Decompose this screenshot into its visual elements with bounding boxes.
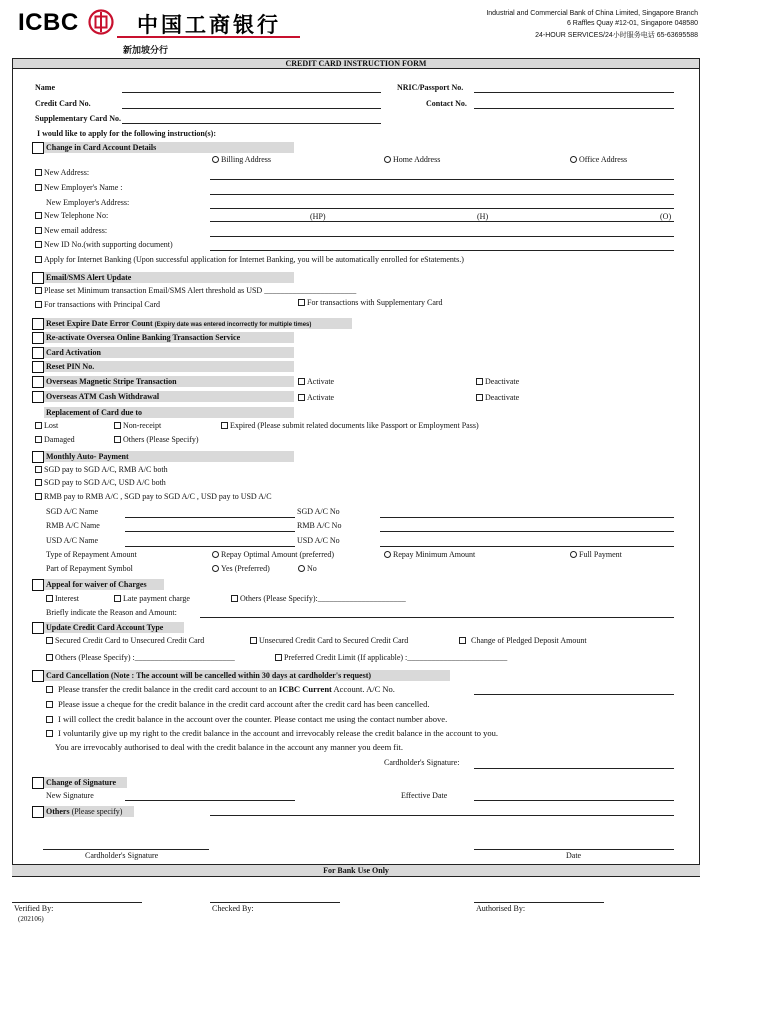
contact-input[interactable] <box>474 108 674 109</box>
replacement-others-checkbox[interactable] <box>114 436 121 443</box>
atm-deactivate-checkbox[interactable] <box>476 394 483 401</box>
type-others-option[interactable]: Others (Please Specify) :_________________________ <box>46 653 235 662</box>
rmb-name-input[interactable] <box>125 531 295 532</box>
activation-title: Card Activation <box>44 347 294 358</box>
email-option[interactable]: New email address: <box>35 226 107 235</box>
cancel-opt1-checkbox[interactable] <box>46 686 53 693</box>
cancel-opt4-continued: You are irrevocably authorised to deal with the credit balance in the account any manner you deem fit. <box>55 742 403 752</box>
late-charge-checkbox[interactable] <box>114 595 121 602</box>
expire-checkbox[interactable] <box>32 318 44 330</box>
yes-option[interactable]: Yes (Preferred) <box>212 564 270 573</box>
preferred-limit-checkbox[interactable] <box>275 654 282 661</box>
supplementary-checkbox[interactable] <box>298 299 305 306</box>
preferred-limit-option[interactable]: Preferred Credit Limit (If applicable) :_________________________ <box>275 653 507 662</box>
reset-pin-title: Reset PIN No. <box>44 361 294 372</box>
employer-name-option[interactable]: New Employer's Name : <box>35 183 123 192</box>
new-signature-input[interactable] <box>125 800 295 801</box>
card-no-input[interactable] <box>122 108 381 109</box>
minimum-radio[interactable] <box>384 551 391 558</box>
s8-checkbox[interactable] <box>32 670 44 682</box>
checked-label: Checked By: <box>212 904 254 913</box>
employer-name-input[interactable] <box>210 194 674 195</box>
usd-name-label: USD A/C Name <box>46 536 98 545</box>
cardholder-signature-label: Cardholder's Signature <box>85 851 159 860</box>
magnetic-deactivate-checkbox[interactable] <box>476 378 483 385</box>
authorised-line[interactable] <box>474 902 604 903</box>
bank-use-bar <box>12 864 700 877</box>
sgd-name-label: SGD A/C Name <box>46 507 98 516</box>
icbc-emblem-icon <box>88 9 114 35</box>
reason-input[interactable] <box>200 617 674 618</box>
lost-option[interactable]: Lost <box>35 421 58 430</box>
home-option[interactable]: Home Address <box>384 155 440 164</box>
s7-checkbox[interactable] <box>32 622 44 634</box>
full-option[interactable]: Full Payment <box>570 550 622 559</box>
s6-title: Appeal for waiver of Charges <box>44 579 164 590</box>
s1-title: Change in Card Account Details <box>44 142 294 153</box>
others-title: Others (Please specify) <box>44 806 134 817</box>
non-receipt-option[interactable]: Non-receipt <box>114 421 161 430</box>
reactivate-title: Re-activate Oversea Online Banking Transaction Service <box>44 332 294 343</box>
expire-title: Reset Expire Date Error Count (Expiry date was entered incorrectly for multiple times) <box>44 318 352 329</box>
sgd-no-input[interactable] <box>380 517 674 518</box>
id-no-input[interactable] <box>210 250 674 251</box>
magnetic-title: Overseas Magnetic Stripe Transaction <box>44 376 294 387</box>
magnetic-activate-option[interactable]: Activate <box>298 377 334 386</box>
rmb-name-label: RMB A/C Name <box>46 521 100 530</box>
s6-checkbox[interactable] <box>32 579 44 591</box>
cardholder-signature-line[interactable] <box>43 849 209 850</box>
damaged-option[interactable]: Damaged <box>35 435 75 444</box>
expired-option[interactable]: Expired (Please submit related documents like Passport or Employment Pass) <box>221 421 479 430</box>
others-input[interactable] <box>210 815 674 816</box>
repayment-symbol-label: Part of Repayment Symbol <box>46 564 133 573</box>
form-version: (202106) <box>18 915 44 923</box>
cancel-ac-no-input[interactable] <box>474 694 674 695</box>
id-no-option[interactable]: New ID No.(with supporting document) <box>35 240 173 249</box>
bank-address-1: Industrial and Commercial Bank of China Limited, Singapore Branch <box>486 10 698 17</box>
card-no-label: Credit Card No. <box>35 99 91 108</box>
checked-line[interactable] <box>210 902 340 903</box>
no-radio[interactable] <box>298 565 305 572</box>
full-radio[interactable] <box>570 551 577 558</box>
interest-option[interactable]: Interest <box>46 594 79 603</box>
internet-banking-option[interactable]: Apply for Internet Banking (Upon successful application for Internet Banking, you will be automatically enrolled for eStatements.) <box>35 255 464 264</box>
home-radio[interactable] <box>384 156 391 163</box>
pledged-deposit-option[interactable]: Change of Pledged Deposit Amount <box>459 636 587 645</box>
verified-label: Verified By: <box>14 904 54 913</box>
verified-line[interactable] <box>12 902 142 903</box>
waiver-others-checkbox[interactable] <box>231 595 238 602</box>
autopay-opt1-checkbox[interactable] <box>35 466 42 473</box>
expired-checkbox[interactable] <box>221 422 228 429</box>
autopay-opt3[interactable]: RMB pay to RMB A/C , SGD pay to SGD A/C , USD pay to USD A/C <box>35 492 272 501</box>
name-input[interactable] <box>122 92 381 93</box>
new-address-checkbox[interactable] <box>35 169 42 176</box>
office-radio[interactable] <box>570 156 577 163</box>
h-label: (H) <box>477 212 489 221</box>
lost-checkbox[interactable] <box>35 422 42 429</box>
reactivate-checkbox[interactable] <box>32 332 44 344</box>
new-signature-label: New Signature <box>46 791 94 800</box>
cancel-opt1[interactable]: Please transfer the credit balance in the credit card account to an ICBC Current Account. A/C No. <box>46 684 395 694</box>
cancel-opt3-checkbox[interactable] <box>46 716 53 723</box>
bank-chinese-name: 中国工商银行 <box>137 14 281 37</box>
effective-date-label: Effective Date <box>401 791 448 800</box>
magnetic-activate-checkbox[interactable] <box>298 378 305 385</box>
s1-checkbox[interactable] <box>32 142 44 154</box>
logo-text: ICBC <box>18 9 79 36</box>
damaged-checkbox[interactable] <box>35 436 42 443</box>
new-address-option[interactable]: New Address: <box>35 168 89 177</box>
s5-title: Monthly Auto- Payment <box>44 451 294 462</box>
new-address-input[interactable] <box>210 179 674 180</box>
reset-pin-checkbox[interactable] <box>32 361 44 373</box>
autopay-opt2[interactable]: SGD pay to SGD A/C, USD A/C both <box>35 478 166 487</box>
cancel-opt2[interactable]: Please issue a cheque for the credit balance in the credit card account after the credit card has been cancelled. <box>46 699 429 709</box>
office-option[interactable]: Office Address <box>570 155 627 164</box>
internet-banking-checkbox[interactable] <box>35 256 42 263</box>
type-others-checkbox[interactable] <box>46 654 53 661</box>
optimal-option[interactable]: Repay Optimal Amount (preferred) <box>212 550 334 559</box>
s2-checkbox[interactable] <box>32 272 44 284</box>
hp-label: (HP) <box>310 212 326 221</box>
optimal-radio[interactable] <box>212 551 219 558</box>
magnetic-checkbox[interactable] <box>32 376 44 388</box>
telephone-option[interactable]: New Telephone No: <box>35 211 108 220</box>
reason-label: Briefly indicate the Reason and Amount: <box>46 608 177 617</box>
non-receipt-checkbox[interactable] <box>114 422 121 429</box>
date-line[interactable] <box>474 849 674 850</box>
cancel-opt4-checkbox[interactable] <box>46 730 53 737</box>
autopay-opt1[interactable]: SGD pay to SGD A/C, RMB A/C both <box>35 465 168 474</box>
telephone-input[interactable] <box>210 221 674 222</box>
cancel-opt3[interactable]: I will collect the credit balance in the account over the counter. Please contact me using the contact number above. <box>46 714 447 724</box>
secured-to-unsecured-option[interactable]: Secured Credit Card to Unsecured Credit Card <box>46 636 204 645</box>
form-left-border <box>12 69 13 877</box>
atm-checkbox[interactable] <box>32 391 44 403</box>
s9-title: Change of Signature <box>44 777 127 788</box>
threshold-checkbox[interactable] <box>35 287 42 294</box>
principal-checkbox[interactable] <box>35 301 42 308</box>
telephone-checkbox[interactable] <box>35 212 42 219</box>
bank-address-2: 6 Raffles Quay #12-01, Singapore 048580 <box>566 20 698 27</box>
late-charge-option[interactable]: Late payment charge <box>114 594 190 603</box>
usd-no-input[interactable] <box>380 546 674 547</box>
unsecured-to-secured-option[interactable]: Unsecured Credit Card to Secured Credit Card <box>250 636 408 645</box>
magnetic-deactivate-option[interactable]: Deactivate <box>476 377 519 386</box>
replacement-others-option[interactable]: Others (Please Specify) <box>114 435 199 444</box>
form-right-border <box>699 69 700 877</box>
s5-checkbox[interactable] <box>32 451 44 463</box>
rmb-no-label: RMB A/C No <box>297 521 342 530</box>
usd-name-input[interactable] <box>125 546 295 547</box>
atm-title: Overseas ATM Cash Withdrawal <box>44 391 294 402</box>
billing-option[interactable]: Billing Address <box>212 155 271 164</box>
yes-radio[interactable] <box>212 565 219 572</box>
cancel-opt4[interactable]: I voluntarily give up my right to the credit balance in the account and irrevocably release the credit balance in the account to you. <box>46 728 498 738</box>
nric-input[interactable] <box>474 92 674 93</box>
minimum-option[interactable]: Repay Minimum Amount <box>384 550 475 559</box>
secured-to-unsecured-checkbox[interactable] <box>46 637 53 644</box>
contact-label: Contact No. <box>426 99 467 108</box>
supplementary-option[interactable]: For transactions with Supplementary Card <box>298 298 443 307</box>
bank-hotline: 24-HOUR SERVICES/24小时服务电话 65-63695588 <box>535 32 698 39</box>
billing-radio[interactable] <box>212 156 219 163</box>
atm-deactivate-option[interactable]: Deactivate <box>476 393 519 402</box>
usd-no-label: USD A/C No <box>297 536 340 545</box>
others-checkbox[interactable] <box>32 806 44 818</box>
autopay-opt2-checkbox[interactable] <box>35 479 42 486</box>
id-no-checkbox[interactable] <box>35 241 42 248</box>
employer-name-checkbox[interactable] <box>35 184 42 191</box>
authorised-label: Authorised By: <box>476 904 526 913</box>
no-option[interactable]: No <box>298 564 317 573</box>
interest-checkbox[interactable] <box>46 595 53 602</box>
form-title: CREDIT CARD INSTRUCTION FORM <box>285 59 427 68</box>
waiver-others-option[interactable]: Others (Please Specify):______________________ <box>231 594 406 603</box>
s9-checkbox[interactable] <box>32 777 44 789</box>
rmb-no-input[interactable] <box>380 531 674 532</box>
instruction-intro: I would like to apply for the following instruction(s): <box>37 129 216 138</box>
header-rule <box>117 36 300 38</box>
activation-checkbox[interactable] <box>32 347 44 359</box>
name-label: Name <box>35 83 55 92</box>
unsecured-to-secured-checkbox[interactable] <box>250 637 257 644</box>
replacement-title: Replacement of Card due to <box>44 407 294 418</box>
pledged-deposit-checkbox[interactable] <box>459 637 466 644</box>
email-checkbox[interactable] <box>35 227 42 234</box>
employer-address-label: New Employer's Address: <box>46 198 130 207</box>
supp-card-label: Supplementary Card No. <box>35 114 122 123</box>
s7-title: Update Credit Card Account Type <box>44 622 184 633</box>
atm-activate-option[interactable]: Activate <box>298 393 334 402</box>
cancel-signature-label: Cardholder's Signature: <box>384 758 460 767</box>
employer-address-input[interactable] <box>210 208 674 209</box>
effective-date-input[interactable] <box>474 800 674 801</box>
email-input[interactable] <box>210 236 674 237</box>
s2-title: Email/SMS Alert Update <box>44 272 294 283</box>
threshold-option[interactable]: Please set Minimum transaction Email/SMS Alert threshold as USD _______________________ <box>35 286 356 295</box>
form-title-bar <box>12 58 700 69</box>
supp-card-input[interactable] <box>122 123 381 124</box>
date-label: Date <box>566 851 582 860</box>
o-label: (O) <box>660 212 672 221</box>
bank-use-label: For Bank Use Only <box>323 866 389 875</box>
sgd-no-label: SGD A/C No <box>297 507 340 516</box>
atm-activate-checkbox[interactable] <box>298 394 305 401</box>
repayment-type-label: Type of Repayment Amount <box>46 550 137 559</box>
principal-option[interactable]: For transactions with Principal Card <box>35 300 160 309</box>
cancel-signature-input[interactable] <box>474 768 674 769</box>
s8-title: Card Cancellation (Note : The account will be cancelled within 30 days at cardholder's request) <box>44 670 450 681</box>
cancel-opt2-checkbox[interactable] <box>46 701 53 708</box>
nric-label: NRIC/Passport No. <box>397 83 464 92</box>
autopay-opt3-checkbox[interactable] <box>35 493 42 500</box>
branch-chinese: 新加坡分行 <box>123 45 169 55</box>
sgd-name-input[interactable] <box>125 517 295 518</box>
